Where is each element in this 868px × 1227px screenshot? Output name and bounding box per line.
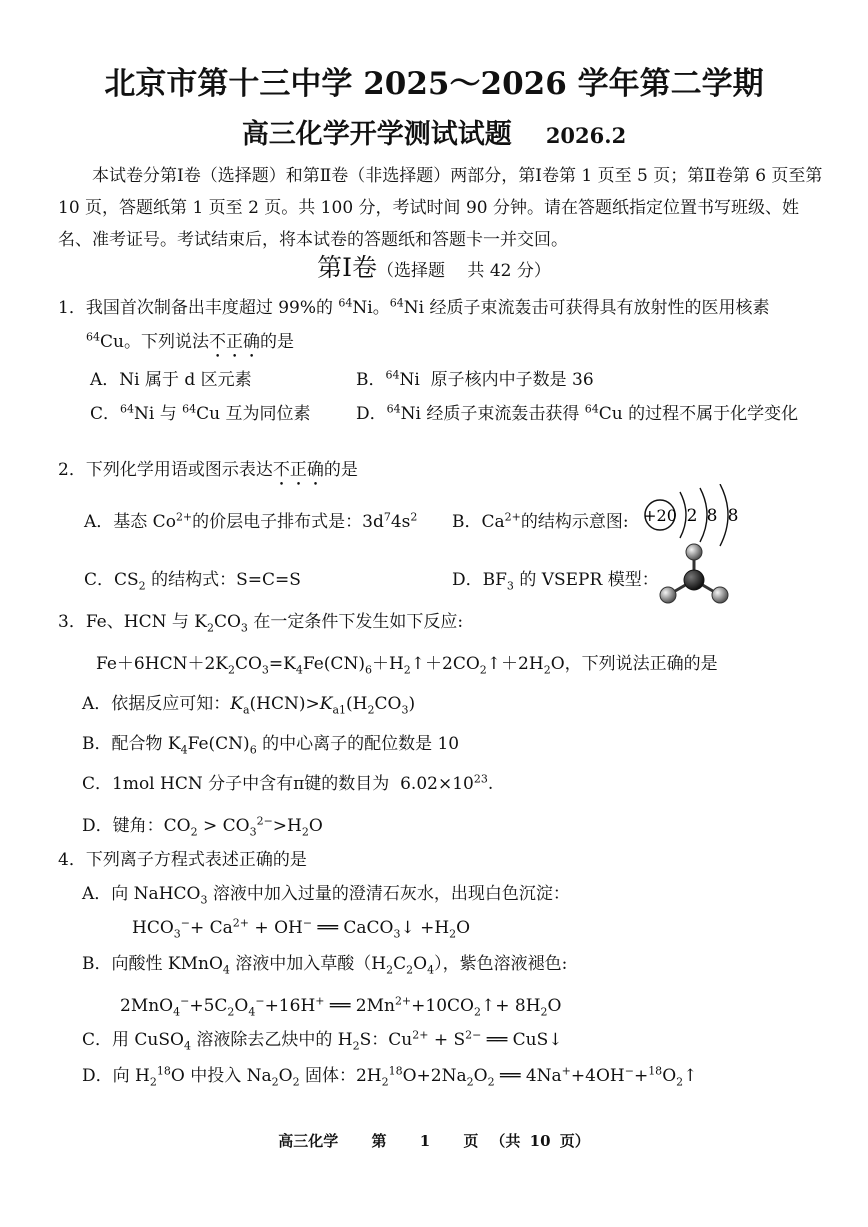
question-2-option-b: B．$Ca^{2+}$的结构示意图: — [452, 510, 629, 532]
footer-total-pages: （共 10 页） — [490, 1132, 590, 1150]
question-3-option-a: A．依据反应可知：$K_a(HCN)>K_{a1}(H_2CO_3)$ — [82, 694, 416, 717]
footer-page-prefix: 第 — [371, 1132, 387, 1150]
question-4-option-d: D．向 $H_2^{18}O$ 中投入 $Na_2O_2$ 固体：$2H_2^{18}O+2Na_2O_2$ ══ $4Na^++4OH^-+^{18}O_2↑$ — [82, 1064, 698, 1089]
section-note: （选择题 共 42 分） — [377, 261, 551, 281]
question-1-option-a: A．Ni 属于 d 区元素 — [90, 370, 252, 390]
question-3-option-c: C．1mol HCN 分子中含有π键的数目为 $6.02\times 10^{23}$. — [82, 772, 494, 794]
question-3-equation: $Fe+6HCN+2K_2CO_3=K_4Fe(CN)_6+H_2↑+2CO_2↑+2H_2O$，下列说法正确的是 — [96, 654, 718, 677]
question-1-option-b: B．$^{64}$Ni 原子核内中子数是 36 — [356, 368, 594, 390]
nucleus-charge: +20 — [643, 506, 677, 525]
question-3-stem: 3．Fe、HCN 与 $K_2CO_3$ 在一定条件下发生如下反应: — [58, 612, 464, 635]
question-2-option-d: D．$BF_3$ 的 VSEPR 模型： — [452, 570, 659, 593]
section-title: 第Ⅰ卷 — [317, 253, 378, 282]
question-1-stem-cont: $^{64}$Cu。下列说法不正确的是 — [86, 330, 294, 352]
exam-title: 北京市第十三中学 2025～2026 学年第二学期 — [104, 66, 764, 102]
shell-2-electrons: 8 — [706, 506, 718, 526]
question-1-stem: 1．我国首次制备出丰度超过 99%的 $^{64}$Ni。$^{64}$Ni 经质子束流轰击可获得具有放射性的医用核素 — [58, 296, 770, 318]
footer-subject: 高三化学 — [278, 1132, 339, 1150]
question-2-option-c: C．$CS_2$ 的结构式：S=C=S — [84, 570, 301, 593]
question-1-option-d: D．$^{64}$Ni 经质子束流轰击获得 $^{64}$Cu 的过程不属于化学变化 — [356, 402, 799, 424]
question-2-stem: 2．下列化学用语或图示表达不正确的是 — [58, 460, 358, 480]
question-3-option-b: B．配合物 $K_4Fe(CN)_6$ 的中心离子的配位数是 10 — [82, 734, 460, 757]
question-3-option-d: D．键角：$CO_2 > CO_3^{2-}>H_2O$ — [82, 814, 323, 839]
question-4-option-a: A．向 NaHCO$_3$ 溶液中加入过量的澄清石灰水，出现白色沉淀： — [82, 884, 570, 907]
question-4-option-a-equation: $HCO_3^-+ Ca^{2+} + OH^-$ ══ CaCO$_3$↓ $+H_2O$ — [132, 916, 471, 941]
question-4-option-c: C．用 CuSO$_4$ 溶液除去乙炔中的 $H_2S$：$Cu^{2+} + S^{2-}$ ══ CuS↓ — [82, 1028, 563, 1053]
question-4-option-b-equation: $2MnO_4^-+5C_2O_4^-+16H^+$ ══ $2Mn^{2+}+10CO_2↑+ 8H_2O$ — [120, 994, 562, 1019]
footer-page-suffix: 页 — [463, 1132, 479, 1150]
exam-date: 2026.2 — [545, 123, 627, 148]
question-4-stem: 4．下列离子方程式表述正确的是 — [58, 850, 307, 870]
exam-instructions: 本试卷分第Ⅰ卷（选择题）和第Ⅱ卷（非选择题）两部分，第Ⅰ卷第 1 页至 5 页；第Ⅱ卷第 6 页至第 10 页，答题纸第 1 页至 2 页。共 100 分，考试时间 90 分钟。请在答题纸指定位置书写班级、姓名、准考证号。考试结束后，将本试卷的答题纸和答题卡一并交回。 — [58, 166, 823, 250]
question-2-option-a: A．基态 $Co^{2+}$的价层电子排布式是：$3d^74s^2$ — [84, 510, 418, 532]
exam-subtitle — [0, 112, 868, 151]
shell-3-electrons: 8 — [727, 506, 739, 526]
bf3-vsepr-model — [654, 538, 734, 608]
section-heading — [0, 248, 868, 284]
question-4-option-b: B．向酸性 KMnO$_4$ 溶液中加入草酸$(H_2C_2O_4)$，紫色溶液褪色: — [82, 954, 568, 977]
question-1-option-c: C．$^{64}$Ni 与 $^{64}$Cu 互为同位素 — [90, 402, 311, 424]
footer-page-number: 1 — [419, 1132, 431, 1150]
page-footer — [0, 1130, 868, 1151]
shell-1-electrons: 2 — [686, 506, 698, 526]
subtitle-text: 高三化学开学测试试题 — [241, 119, 512, 150]
